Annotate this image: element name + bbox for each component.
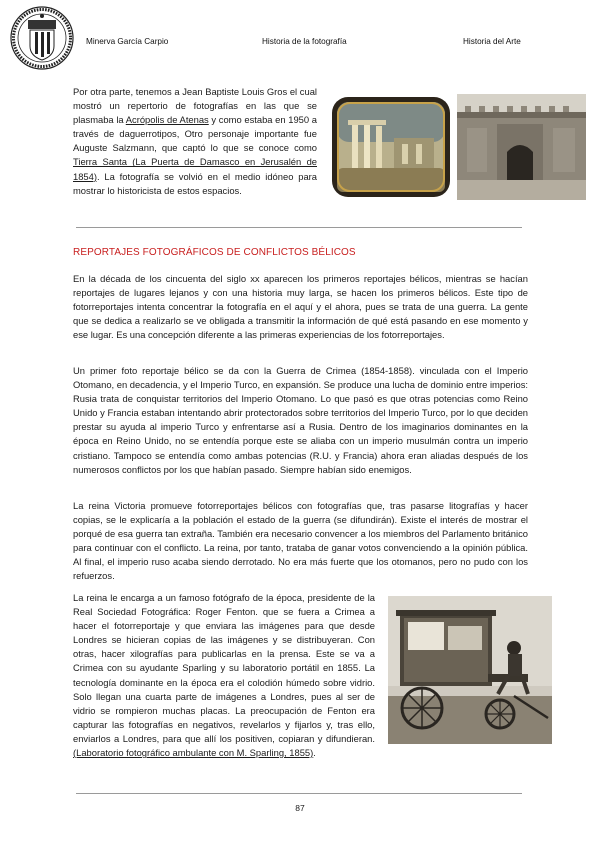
- paragraph-4-text: La reina le encarga a un famoso fotógrafo de la época, presidente de la Real Sociedad Fotográfica: Roger Fenton. que se fuera a Crimea a hacer el fotorreportaje y que enviara las imágenes para que desde Londres se hicieran copias de las imágenes y se distribuyeran. Con otras, hacer xilografías para publicarlas en la prensa. Este se va a Crimea con su ayudante Sparling y su laboratorio portátil en 1855. La tecnología dominante en la época era el colodión húmedo sobre vidrio. Solo llegan una cuarta parte de imágenes a Londres, pues al ser de vidrio se rompieron muchas placas. La preocupación de Fenton era capturar las fotografías en negativos, revelarlos y fijarlos y, tras ello, enviarlos a Londres, para que allí los positiven, copiaran y difundieran.: [73, 592, 375, 744]
- section-title: REPORTAJES FOTOGRÁFICOS DE CONFLICTOS BÉLICOS: [73, 247, 356, 258]
- university-seal-logo: [10, 6, 74, 70]
- footer-rule: [76, 793, 522, 794]
- header-author: Minerva García Carpio: [86, 37, 169, 46]
- paragraph-2: Un primer foto reportaje bélico se da con la Guerra de Crimea (1854-1858). vinculada con el Imperio Otomano, en decadencia, y el Imperio Turco, en expansión. Se produce una lucha de dominio entre imperios: Rusia trata de conquistar territorios del Imperio Otomano. Lo que pasó es que otras potencias como Reino Unido y Francia estaban intentando abrir protectorados sobre territorios del Imperio Turco, por lo que deciden prestar su ayuda al imperio Turco y enfrentarse así a Rusia. Dentro de los imaginarios dominantes en la época en Reino Unido, no se entendía porque este se aliaba con un imperio musulmán contra un imperio cristiano. Tampoco se entendía como ambas potencias (R.U. y Francia) ahora eran aliadas después de los numerosos conflictos por los que habían pasado. Siempre habían sido enemigos.: [73, 365, 528, 475]
- paragraph-4: [73, 591, 375, 760]
- header-course: Historia del Arte: [463, 37, 521, 46]
- intro-text-2: y como estaba en 1950 a través de daguerrotipos, Otro personaje importante fue Auguste Salzmann, que captó lo que se conoce como: [73, 114, 317, 154]
- divider-rule: [76, 227, 522, 228]
- acropolis-daguerreotype-photo: [330, 94, 452, 200]
- intro-text-1: Por otra parte, tenemos a Jean Baptiste Louis Gros el cual mostró un repertorio de fotografías en las que se plasmaba la: [73, 86, 317, 126]
- fenton-photographic-van-photo: [388, 596, 552, 744]
- fenton-caption-link[interactable]: (Laboratorio fotográfico ambulante con M. Sparling, 1855): [73, 747, 314, 759]
- page-number: 87: [295, 803, 305, 813]
- damascus-gate-photo: [457, 94, 586, 200]
- tierra-santa-link[interactable]: Tierra Santa (La Puerta de Damasco en Jerusalén de 1854): [73, 156, 317, 182]
- intro-text-3: . La fotografía se volvió en el medio idóneo para mostrar lo historicista de estos espacios.: [73, 170, 317, 196]
- intro-paragraph: [73, 85, 317, 198]
- paragraph-1: En la década de los cincuenta del siglo xx aparecen los primeros reportajes bélicos, mientras se hacían reportajes de lugares lejanos y con una historia muy larga, se hacen los primeros bélicos. Este tipo de fotorreportajes intenta concentrar la fotografía en el aquí y el ahora, pues se trata de una guerra. La gente que se dedica a realizarlo se ve obligada a transmitir la información de qué está pasando en ese momento y ese lugar. Es una concepción diferente a las primeras experiencias de los fotorreportajes.: [73, 273, 528, 341]
- paragraph-4-end: .: [313, 747, 316, 759]
- paragraph-3: La reina Victoria promueve fotorreportajes bélicos con fotografías que, tras pasarse litografías y hacer copias, se le explicaría a la población el estado de la guerra (se difundirán). Existe el interés de mostrar el porqué de esa guerra tan extraña. También era necesario convencer a los miembros del Parlamento británico para continuar con el conflicto. La reina, por tanto, trataba de ganar votos convenciendo a la opinión pública. Al final, el imperio ruso acaba siendo derrotado. No era más fuerte que los otomanos, pero no pudo con los refuerzos.: [73, 500, 528, 582]
- header-subject: Historia de la fotografía: [262, 37, 347, 46]
- acropolis-link[interactable]: Acrópolis de Atenas: [125, 114, 209, 126]
